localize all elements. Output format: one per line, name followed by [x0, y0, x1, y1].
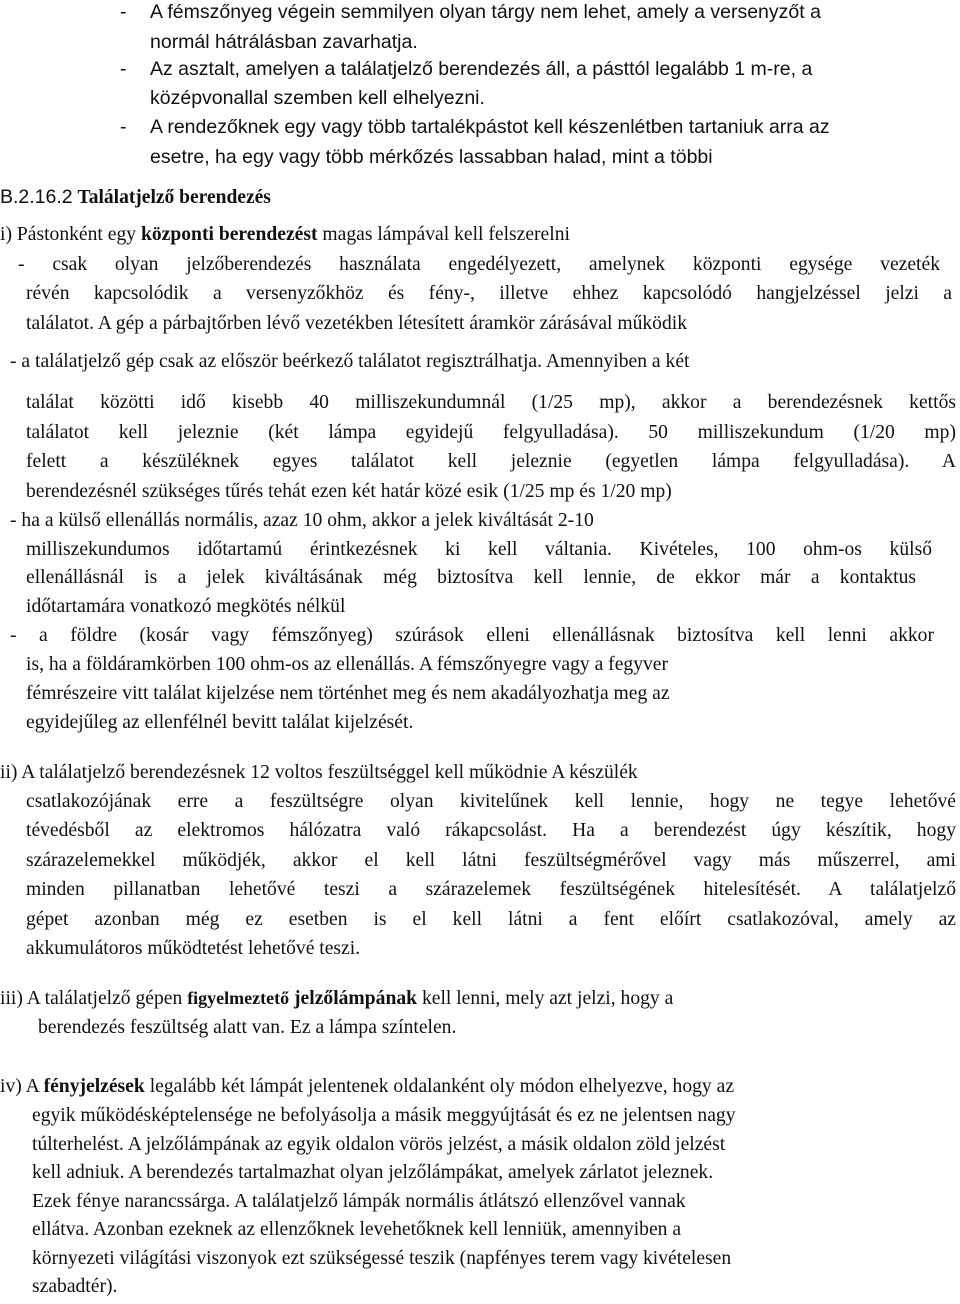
section-i-line-11: milliszekundumos időtartamú érintkezésnek ki kell váltania. Kivételes, 100 ohm-os külső [26, 539, 932, 560]
section-i-line-6: találat közötti idő kisebb 40 milliszekundumnál (1/25 mp), akkor a berendezésnek kettős [26, 392, 956, 413]
section-i-line-16: fémrészeire vitt találat kijelzése nem történhet meg és nem akadályozhatja meg az [26, 683, 670, 704]
section-iv-line-7: környezeti világítási viszonyok ezt szükségessé teszik (napfényes terem vagy kivételesen [32, 1248, 732, 1269]
bullet-dash: - [120, 1, 127, 23]
section-i-line-8: felett a készüléknek egyes találatot kell jeleznie (egyetlen lámpa felgyulladása). A [26, 451, 956, 472]
section-i-line-4: találatot. A gép a párbajtőrben lévő vezetékben létesített áramkör zárásával működik [26, 313, 688, 334]
section-ii-line-7: akkumulátoros működtetést lehetővé teszi. [26, 938, 361, 959]
section-i-line-13: időtartamára vonatkozó megkötés nélkül [26, 596, 346, 617]
section-iv-line-1 [0, 1077, 734, 1097]
section-iv-line-4: kell adniuk. A berendezés tartalmazhat olyan jelzőlámpákat, amelyek zárlatot jeleznek. [32, 1162, 714, 1183]
section-i-label: i) [0, 224, 12, 245]
section-i-line-9: berendezésnél szükséges tűrés tehát ezen két határ közé esik (1/25 mp és 1/20 mp) [26, 481, 672, 502]
bullet-1-line-2: normál hátrálásban zavarhatja. [150, 31, 418, 53]
bold-term: jelzőlámpának [294, 988, 418, 1009]
bullet-3-line-1: A rendezőknek egy vagy több tartalékpástot kell készenlétben tartaniuk arra az [150, 116, 830, 138]
section-ii-line-6: gépet azonban még ez esetben is el kell látni a fent előírt csatlakozóval, amely az [26, 909, 956, 930]
section-heading [0, 188, 271, 208]
section-i-line-3: révén kapcsolódik a versenyzőkhöz és fény-, illetve ehhez kapcsolódó hangjelzéssel jelzi a [26, 283, 952, 304]
bullet-dash: - [120, 116, 127, 138]
section-iv-line-8: szabadtér). [32, 1276, 118, 1297]
section-i-line-12: ellenállásnál is a jelek kiváltásának még biztosítva kell lennie, de ekkor már a kontaktus [26, 567, 916, 588]
section-i-line-15: is, ha a földáramkörben 100 ohm-os az ellenállás. A fémszőnyegre vagy a fegyver [26, 654, 669, 675]
text-run: A találatjelző berendezésnek 12 voltos feszültséggel kell működnie A készülék [21, 762, 638, 783]
section-i-line-1 [0, 225, 570, 245]
section-ii-line-5: minden pillanatban lehetővé teszi a szárazelemek feszültségének hitelesítését. A találatjelző [26, 879, 956, 900]
heading-number: B.2.16.2 [0, 186, 73, 208]
section-iv-line-5: Ezek fénye narancssárga. A találatjelző lámpák normális átlátszó ellenzővel vannak [32, 1191, 686, 1212]
text-run: A találatjelző gépen [26, 988, 183, 1009]
section-ii-line-4: szárazelemekkel működjék, akkor el kell látni feszültségmérővel vagy más műszerrel, ami [26, 850, 956, 871]
section-iii-line-1 [0, 989, 673, 1009]
emphasis-term: figyelmeztető [187, 988, 290, 1008]
section-i-line-17: egyidejűleg az ellenfélnél bevitt találat kijelzését. [26, 712, 414, 733]
section-iii-line-2: berendezés feszültség alatt van. Ez a lámpa színtelen. [38, 1017, 457, 1038]
section-i-line-7: találatot kell jeleznie (két lámpa egyidejű felgyulladása). 50 milliszekundum (1/20 mp) [26, 422, 956, 443]
section-iv-line-3: túlterhelést. A jelzőlámpának az egyik oldalon vörös jelzést, a másik oldalon zöld jelzést [32, 1134, 726, 1155]
text-run: magas lámpával kell felszerelni [322, 224, 570, 245]
bullet-2-line-2: középvonallal szemben kell elhelyezni. [150, 87, 485, 109]
text-run: legalább két lámpát jelentenek oldalanként oly módon elhelyezve, hogy az [149, 1076, 735, 1097]
section-i-line-14: - a földre (kosár vagy fémszőnyeg) szúrások elleni ellenállásnak biztosítva kell lenni akkor [10, 625, 934, 646]
section-iii-label: iii) [0, 988, 23, 1009]
text-run: A [25, 1076, 39, 1097]
section-ii-line-1 [0, 763, 638, 783]
section-iv-line-6: ellátva. Azonban ezeknek az ellenzőknek levehetőknek kell lenniük, amennyiben a [32, 1219, 682, 1240]
text-run: kell lenni, mely azt jelzi, hogy a [421, 988, 674, 1009]
heading-title: Találatjelző berendezés [77, 187, 271, 208]
section-i-line-10: - ha a külső ellenállás normális, azaz 10 ohm, akkor a jelek kiváltását 2-10 [10, 510, 594, 531]
bullet-1-line-1: A fémszőnyeg végein semmilyen olyan tárgy nem lehet, amely a versenyzőt a [150, 1, 821, 23]
bullet-3-line-2: esetre, ha egy vagy több mérkőzés lassabban halad, mint a többi [150, 146, 713, 168]
section-i-line-5: - a találatjelző gép csak az először beérkező találatot regisztrálhatja. Amennyiben a két [10, 351, 690, 372]
section-i-line-2: - csak olyan jelzőberendezés használata engedélyezett, amelynek központi egysége vezeték [18, 254, 940, 275]
section-iv-label: iv) [0, 1076, 22, 1097]
section-iv-line-2: egyik működésképtelensége ne befolyásolja a másik meggyújtását és ez ne jelentsen nagy [32, 1105, 736, 1126]
text-run: Pástonként egy [16, 224, 137, 245]
section-ii-line-2: csatlakozójának erre a feszültségre olyan kivitelűnek kell lennie, hogy ne tegye lehetővé [26, 791, 956, 812]
section-ii-label: ii) [0, 762, 18, 783]
bold-term: fényjelzések [43, 1076, 145, 1097]
bullet-2-line-1: Az asztalt, amelyen a találatjelző berendezés áll, a pásttól legalább 1 m-re, a [150, 58, 813, 80]
bold-term: központi berendezést [140, 224, 318, 245]
section-ii-line-3: tévedésből az elektromos hálózatra való rákapcsolást. Ha a berendezést úgy készítik, hogy [26, 820, 956, 841]
bullet-dash: - [120, 58, 127, 80]
